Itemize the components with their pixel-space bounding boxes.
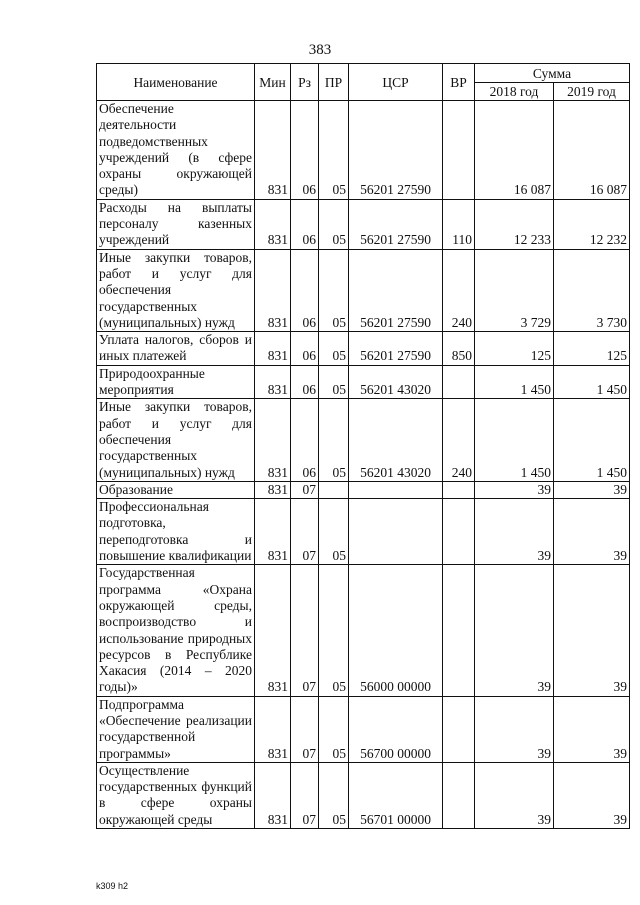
row-amount-2018: 39: [475, 565, 554, 696]
row-pr: [319, 481, 349, 498]
row-amount-2019: 125: [554, 332, 630, 366]
table-row: [97, 249, 630, 331]
row-amount-2018: 39: [475, 499, 554, 565]
row-min: 831: [255, 565, 291, 696]
row-amount-2019: 39: [554, 481, 630, 498]
row-name: Иные закупки товаров, работ и услуг для обеспечения государственных (муниципальных) нужд: [97, 399, 255, 481]
header-year-2018: 2018 год: [475, 83, 554, 101]
row-vr: [443, 365, 475, 399]
row-amount-2019: 39: [554, 565, 630, 696]
row-vr: 850: [443, 332, 475, 366]
table-row: [97, 565, 630, 696]
footer-code: k309 h2: [96, 881, 129, 891]
row-min: 831: [255, 199, 291, 249]
row-name: Расходы на выплаты персоналу казенных учреждений: [97, 199, 255, 249]
row-rz: 07: [291, 762, 319, 828]
row-amount-2018: 1 450: [475, 399, 554, 481]
row-name: Образование: [97, 481, 255, 498]
row-min: 831: [255, 499, 291, 565]
row-rz: 07: [291, 565, 319, 696]
row-csr: [349, 499, 443, 565]
row-csr: 56201 27590: [349, 249, 443, 331]
row-rz: 07: [291, 499, 319, 565]
row-amount-2019: 3 730: [554, 249, 630, 331]
row-csr: 56000 00000: [349, 565, 443, 696]
row-rz: 06: [291, 199, 319, 249]
row-rz: 06: [291, 101, 319, 200]
row-vr: 240: [443, 249, 475, 331]
row-amount-2018: 39: [475, 696, 554, 762]
row-pr: 05: [319, 365, 349, 399]
row-vr: [443, 762, 475, 828]
row-pr: 05: [319, 565, 349, 696]
row-csr: 56201 43020: [349, 365, 443, 399]
row-name: Иные закупки товаров, работ и услуг для обеспечения государственных (муниципальных) нужд: [97, 249, 255, 331]
row-csr: 56201 43020: [349, 399, 443, 481]
row-rz: 06: [291, 332, 319, 366]
row-rz: 06: [291, 399, 319, 481]
row-amount-2018: 125: [475, 332, 554, 366]
row-vr: 240: [443, 399, 475, 481]
row-csr: 56201 27590: [349, 199, 443, 249]
row-amount-2019: 1 450: [554, 365, 630, 399]
row-amount-2018: 12 233: [475, 199, 554, 249]
row-amount-2019: 39: [554, 499, 630, 565]
row-amount-2018: 1 450: [475, 365, 554, 399]
table-row: [97, 399, 630, 481]
row-csr: 56701 00000: [349, 762, 443, 828]
header-csr: ЦСР: [349, 64, 443, 101]
row-pr: 05: [319, 499, 349, 565]
row-vr: 110: [443, 199, 475, 249]
row-rz: 06: [291, 365, 319, 399]
row-rz: 07: [291, 481, 319, 498]
row-rz: 06: [291, 249, 319, 331]
row-min: 831: [255, 365, 291, 399]
row-csr: 56201 27590: [349, 332, 443, 366]
row-amount-2019: 39: [554, 762, 630, 828]
row-amount-2019: 16 087: [554, 101, 630, 200]
table-row: [97, 365, 630, 399]
row-amount-2019: 39: [554, 696, 630, 762]
row-amount-2019: 1 450: [554, 399, 630, 481]
row-name: Природоохранные мероприятия: [97, 365, 255, 399]
row-csr: 56700 00000: [349, 696, 443, 762]
header-pr: ПР: [319, 64, 349, 101]
table-row: [97, 481, 630, 498]
budget-table: [96, 63, 630, 829]
header-rz: Рз: [291, 64, 319, 101]
row-amount-2018: 16 087: [475, 101, 554, 200]
row-min: 831: [255, 249, 291, 331]
row-min: 831: [255, 101, 291, 200]
table-row: [97, 499, 630, 565]
row-min: 831: [255, 696, 291, 762]
row-pr: 05: [319, 696, 349, 762]
row-pr: 05: [319, 762, 349, 828]
row-pr: 05: [319, 332, 349, 366]
table-row: [97, 199, 630, 249]
row-min: 831: [255, 399, 291, 481]
row-vr: [443, 499, 475, 565]
row-pr: 05: [319, 199, 349, 249]
row-vr: [443, 696, 475, 762]
table-row: [97, 762, 630, 828]
row-vr: [443, 481, 475, 498]
row-pr: 05: [319, 399, 349, 481]
row-name: Уплата налогов, сборов и иных платежей: [97, 332, 255, 366]
row-name: Обеспечение деятельности подведомственных учреждений (в сфере охраны окружающей среды): [97, 101, 255, 200]
row-min: 831: [255, 332, 291, 366]
row-min: 831: [255, 481, 291, 498]
table-row: [97, 101, 630, 200]
row-rz: 07: [291, 696, 319, 762]
row-min: 831: [255, 762, 291, 828]
row-name: Подпрограмма «Обеспечение реализации государственной программы»: [97, 696, 255, 762]
header-year-2019: 2019 год: [554, 83, 630, 101]
row-name: Государственная программа «Охрана окружающей среды, воспроизводство и использование природных ресурсов в Республике Хакасия (2014 – 2020 годы)»: [97, 565, 255, 696]
row-pr: 05: [319, 101, 349, 200]
header-vr: ВР: [443, 64, 475, 101]
header-min: Мин: [255, 64, 291, 101]
header-name: Наименование: [97, 64, 255, 101]
row-csr: [349, 481, 443, 498]
row-name: Профессиональная подготовка, переподготовка и повышение квалификации: [97, 499, 255, 565]
row-vr: [443, 101, 475, 200]
row-pr: 05: [319, 249, 349, 331]
row-amount-2018: 3 729: [475, 249, 554, 331]
row-name: Осуществление государственных функций в сфере охраны окружающей среды: [97, 762, 255, 828]
table-row: [97, 332, 630, 366]
table-row: [97, 696, 630, 762]
row-amount-2018: 39: [475, 762, 554, 828]
header-sum: Сумма: [475, 64, 630, 83]
row-vr: [443, 565, 475, 696]
row-amount-2018: 39: [475, 481, 554, 498]
page-number: 383: [308, 42, 332, 58]
row-amount-2019: 12 232: [554, 199, 630, 249]
row-csr: 56201 27590: [349, 101, 443, 200]
